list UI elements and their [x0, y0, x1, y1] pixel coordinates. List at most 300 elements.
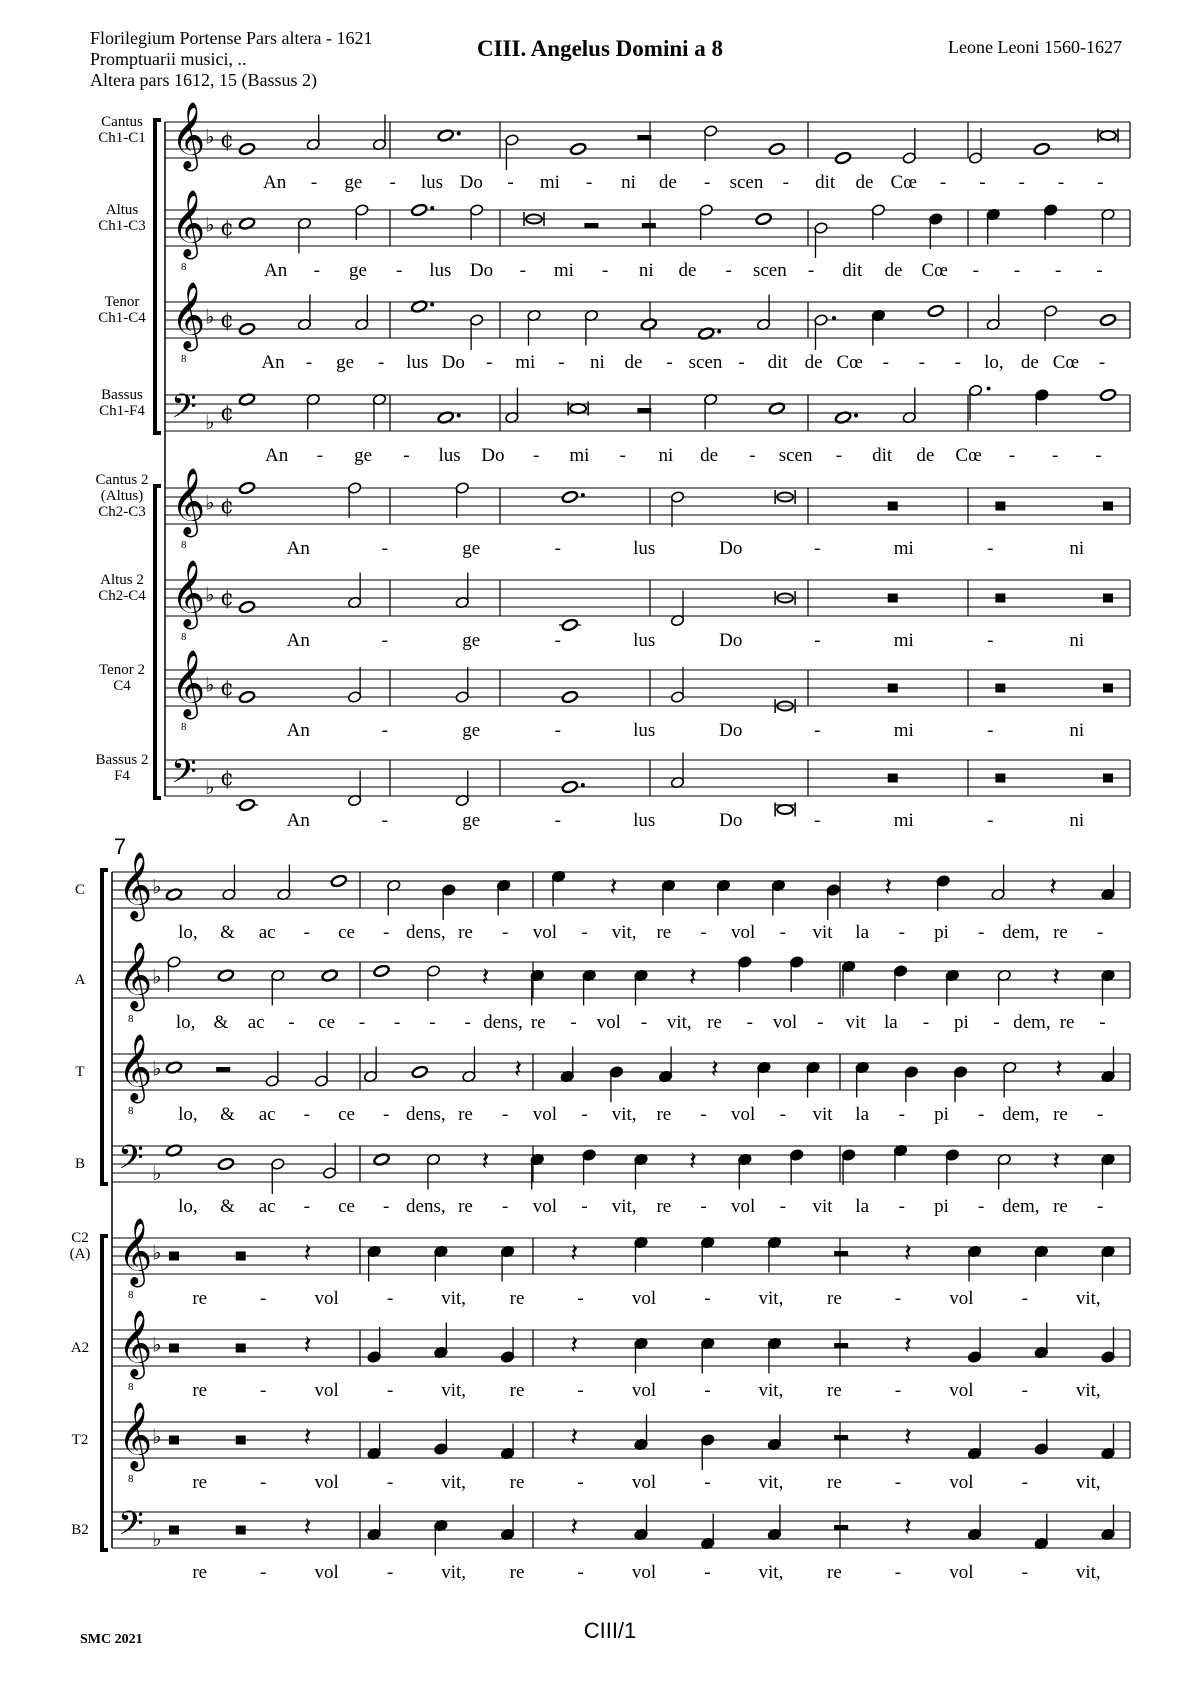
notehead — [1099, 388, 1116, 402]
bass-clef: 𝄢 — [118, 1138, 144, 1185]
lyric-syllable: vit, — [441, 1288, 467, 1309]
lyric-syllable: vit — [812, 922, 833, 943]
measure-number: 7 — [113, 834, 127, 859]
measure-rest — [236, 1436, 246, 1445]
treble-clef: 𝄞 — [118, 940, 153, 1009]
time-signature: ¢ — [220, 586, 234, 612]
lyric-syllable: - — [581, 1104, 588, 1125]
lyric-syllable: ge — [336, 352, 355, 373]
lyric-syllable: lus — [633, 810, 656, 831]
lyric-syllable: An — [286, 720, 310, 741]
lyric-syllable: vit, — [758, 1380, 784, 1401]
octave-mark: 8 — [181, 539, 187, 551]
lyric-syllable: - — [1013, 260, 1021, 281]
lyric-syllable: - — [1021, 1472, 1028, 1493]
lyric-syllable: - — [1098, 352, 1106, 373]
quarter-rest: 𝄽 — [481, 962, 490, 993]
lyric-syllable: - — [898, 1196, 905, 1217]
lyric-syllable: re — [509, 1288, 525, 1309]
lyric-syllable: ge — [462, 630, 481, 651]
lyric-syllable: pi — [953, 1012, 969, 1033]
lyric-syllable: - — [700, 1104, 707, 1125]
measure-rest — [1103, 502, 1113, 511]
notehead — [1033, 142, 1050, 156]
piece-title: CIII. Angelus Domini a 8 — [476, 36, 724, 61]
lyric-syllable: - — [640, 1012, 648, 1033]
quarter-rest: 𝄽 — [570, 1512, 579, 1543]
lyric-syllable: - — [746, 1012, 753, 1033]
voice-label-line: Ch1-C3 — [98, 218, 146, 234]
treble-clef: 𝄞 — [171, 100, 206, 169]
lyric-syllable: re — [530, 1012, 546, 1033]
lyric-syllable: - — [979, 172, 986, 193]
voice-label-line: Ch1-C1 — [98, 130, 146, 146]
lyric-syllable: vit, — [1075, 1562, 1101, 1583]
time-signature: ¢ — [220, 128, 234, 154]
lyric-syllable: lus — [633, 720, 656, 741]
lyric-syllable: - — [807, 260, 815, 281]
lyric-syllable: dens, — [483, 1012, 523, 1033]
lyric-syllable: - — [814, 630, 821, 651]
lyric-syllable: - — [577, 1380, 584, 1401]
lyric-syllable: - — [894, 1288, 902, 1309]
lyric-syllable: vit, — [611, 1104, 637, 1125]
lyric-syllable: - — [558, 352, 565, 373]
lyric-syllable: vit, — [611, 922, 637, 943]
flat-sign: ♭ — [152, 1240, 162, 1265]
augmentation-dot — [854, 414, 858, 418]
lyric-syllable: - — [704, 1288, 711, 1309]
voice-label-line: T2 — [71, 1432, 89, 1448]
lyric-syllable: - — [954, 352, 961, 373]
lyric-syllable: - — [918, 352, 925, 373]
lyric-syllable: vol — [731, 1196, 756, 1217]
voice-label-line: B — [74, 1156, 86, 1172]
voice-label — [98, 114, 146, 146]
measure-rest — [169, 1526, 179, 1535]
lyric-syllable: ac — [258, 922, 276, 943]
quarter-rest: 𝄽 — [570, 1330, 579, 1361]
voice-label — [99, 662, 145, 694]
treble-clef: 𝄞 — [171, 648, 206, 717]
lyric-syllable: ni — [1069, 810, 1085, 831]
lyric-syllable: de — [700, 445, 719, 466]
flat-sign: ♭ — [205, 304, 215, 329]
lyric-syllable: vol — [731, 922, 756, 943]
lyric-syllable: - — [835, 445, 843, 466]
notehead — [238, 142, 255, 156]
lyric-syllable: - — [581, 922, 588, 943]
lyric-syllable: - — [554, 538, 561, 559]
flat-sign: ♭ — [205, 775, 215, 800]
lyric-syllable: vit, — [441, 1472, 467, 1493]
flat-sign: ♭ — [152, 1056, 162, 1081]
lyric-syllable: - — [882, 352, 889, 373]
measure-rest — [169, 1436, 179, 1445]
treble-clef: 𝄞 — [118, 850, 153, 919]
lyric-syllable: ge — [462, 720, 481, 741]
lyric-syllable: de — [855, 172, 874, 193]
notehead — [238, 322, 255, 336]
lyric-syllable: - — [386, 1380, 394, 1401]
lyric-syllable: Do — [719, 720, 743, 741]
lyric-syllable: - — [749, 445, 756, 466]
lyric-syllable: - — [383, 1104, 390, 1125]
lyric-syllable: - — [1097, 172, 1104, 193]
notehead — [238, 600, 255, 614]
voice-label-line: B2 — [71, 1522, 89, 1538]
quarter-rest: 𝄽 — [903, 1238, 912, 1269]
lyric-syllable: vit, — [758, 1288, 784, 1309]
lyric-syllable: Cœ — [955, 445, 982, 466]
voice-label — [96, 752, 149, 784]
octave-mark: 8 — [128, 1013, 134, 1025]
lyric-syllable: - — [386, 1562, 394, 1583]
measure-rest — [888, 774, 898, 783]
half-rest — [834, 1525, 848, 1530]
lyric-syllable: mi — [893, 810, 914, 831]
octave-mark: 8 — [128, 1381, 134, 1393]
lyric-syllable: - — [1021, 1380, 1028, 1401]
lyric-syllable: pi — [934, 1196, 949, 1217]
lyric-syllable: dens, — [406, 1196, 446, 1217]
lyric-syllable: - — [894, 1562, 902, 1583]
lyric-syllable: - — [502, 922, 509, 943]
lyric-syllable: ac — [247, 1012, 265, 1033]
lyric-syllable: Do — [719, 538, 743, 559]
lyric-syllable: - — [554, 630, 561, 651]
flat-sign: ♭ — [205, 582, 215, 607]
quarter-rest: 𝄽 — [884, 872, 893, 903]
lyric-syllable: la — [855, 1104, 870, 1125]
lyric-syllable: re — [656, 922, 672, 943]
staff-bracket — [155, 486, 161, 798]
lyric-syllable: Do — [469, 260, 494, 281]
lyric-syllable: ge — [349, 260, 367, 281]
lyric-syllable: - — [1018, 172, 1025, 193]
flat-sign: ♭ — [205, 410, 215, 435]
lyric-syllable: Do — [719, 810, 743, 831]
half-rest — [637, 135, 651, 140]
quarter-rest: 𝄽 — [1049, 872, 1058, 903]
lyric-syllable: - — [377, 352, 385, 373]
breve — [1100, 131, 1116, 140]
quarter-rest: 𝄽 — [609, 872, 618, 903]
flat-sign: ♭ — [152, 874, 162, 899]
quarter-rest: 𝄽 — [514, 1054, 523, 1085]
lyric-syllable: pi — [934, 1104, 949, 1125]
lyric-syllable: re — [192, 1562, 208, 1583]
lyric-syllable: - — [939, 172, 947, 193]
lyric-syllable: - — [586, 172, 593, 193]
lyric-syllable: re — [509, 1380, 525, 1401]
quarter-rest: 𝄽 — [903, 1512, 912, 1543]
treble-clef: 𝄞 — [118, 1308, 153, 1377]
voice-label — [72, 1432, 89, 1448]
lyric-syllable: - — [922, 1012, 930, 1033]
lyric-syllable: ge — [462, 810, 481, 831]
lyric-syllable: pi — [934, 922, 949, 943]
notehead — [217, 1157, 234, 1171]
lyric-syllable: - — [383, 1196, 390, 1217]
time-signature: ¢ — [220, 676, 234, 702]
measure-rest — [236, 1526, 246, 1535]
voice-label — [98, 572, 146, 604]
lyric-syllable: lus — [420, 172, 444, 193]
voice-label — [99, 387, 145, 419]
lyric-syllable: An — [263, 260, 288, 281]
lyric-syllable: - — [987, 810, 994, 831]
voice-label — [98, 294, 146, 326]
lyric-syllable: & — [220, 922, 235, 943]
lyric-syllable: & — [213, 1012, 229, 1033]
lyric-syllable: dem, — [1002, 922, 1040, 943]
breve — [777, 805, 793, 814]
voice-label-line: Cantus 2 — [95, 472, 149, 488]
lyric-syllable: - — [502, 1196, 509, 1217]
footer-credit: SMC 2021 — [80, 1632, 143, 1647]
lyric-syllable: ce — [338, 1196, 355, 1217]
lyric-syllable: - — [1008, 445, 1016, 466]
lyric-syllable: - — [1021, 1562, 1028, 1583]
lyric-syllable: - — [554, 720, 561, 741]
lyric-syllable: re — [1053, 1104, 1068, 1125]
lyric-syllable: re — [1053, 922, 1068, 943]
notehead — [561, 490, 578, 504]
lyric-syllable: - — [700, 922, 707, 943]
lyric-syllable: lo, — [984, 352, 1004, 373]
lyric-syllable: re — [707, 1012, 722, 1033]
voice-label-line: Tenor — [104, 294, 140, 310]
lyric-syllable: ac — [258, 1196, 276, 1217]
octave-mark: 8 — [181, 721, 187, 733]
lyric-syllable: - — [464, 1012, 471, 1033]
augmentation-dot — [430, 303, 434, 307]
lyric-syllable: la — [855, 1196, 870, 1217]
bass-clef: 𝄢 — [171, 387, 197, 434]
lyric-syllable: re — [1059, 1012, 1075, 1033]
lyric-syllable: ge — [354, 445, 373, 466]
lyric-syllable: Cœ — [890, 172, 917, 193]
notehead — [373, 964, 390, 978]
voice-label — [75, 882, 85, 898]
lyric-syllable: - — [619, 445, 626, 466]
lyric-syllable: - — [502, 1104, 509, 1125]
notehead — [927, 304, 944, 318]
source-line: Promptuarii musici, .. — [90, 49, 247, 69]
lyric-syllable: - — [814, 720, 821, 741]
lyric-syllable: vit, — [441, 1562, 467, 1583]
treble-clef: 𝄞 — [118, 1216, 153, 1285]
voice-label — [70, 1230, 91, 1262]
lyric-syllable: - — [570, 1012, 577, 1033]
flat-sign: ♭ — [205, 672, 215, 697]
time-signature: ¢ — [220, 766, 234, 792]
lyric-syllable: dit — [842, 260, 863, 281]
lyric-syllable: - — [260, 1288, 267, 1309]
voice-label-line: Ch2-C4 — [98, 588, 146, 604]
voice-label-line: F4 — [114, 768, 130, 784]
half-rest — [216, 1067, 230, 1072]
lyric-syllable: la — [855, 922, 870, 943]
lyric-syllable: re — [458, 1196, 473, 1217]
voice-label — [71, 1340, 89, 1356]
treble-clef: 𝄞 — [118, 1032, 153, 1101]
quarter-rest: 𝄽 — [303, 1422, 312, 1453]
lyric-syllable: - — [403, 445, 410, 466]
lyric-syllable: vol — [532, 922, 557, 943]
lyric-syllable: re — [656, 1104, 672, 1125]
lyric-syllable: vit, — [666, 1012, 692, 1033]
voice-label — [75, 972, 86, 988]
lyric-syllable: - — [814, 810, 821, 831]
bass-clef: 𝄢 — [171, 752, 197, 799]
time-signature: ¢ — [220, 216, 234, 242]
lyric-syllable: vit, — [1075, 1380, 1101, 1401]
time-signature: ¢ — [220, 494, 234, 520]
measure-rest — [169, 1344, 179, 1353]
lyric-syllable: - — [554, 810, 561, 831]
lyric-syllable: vit — [845, 1012, 866, 1033]
lyric-syllable: vit, — [611, 1196, 637, 1217]
octave-mark: 8 — [128, 1473, 134, 1485]
lyric-syllable: - — [972, 260, 979, 281]
lyric-syllable: An — [263, 172, 287, 193]
lyric-syllable: ni — [1069, 538, 1085, 559]
lyric-syllable: vol — [731, 1104, 756, 1125]
augmentation-dot — [457, 414, 461, 418]
lyric-syllable: lus — [429, 260, 452, 281]
lyric-syllable: dem, — [1013, 1012, 1051, 1033]
quarter-rest: 𝄽 — [1052, 962, 1061, 993]
voice-label-line: (A) — [69, 1246, 91, 1262]
lyric-syllable: - — [1096, 260, 1103, 281]
lyric-syllable: - — [779, 922, 786, 943]
voice-label-line: A2 — [70, 1340, 90, 1356]
lyric-syllable: vit — [812, 1104, 833, 1125]
lyric-syllable: lus — [438, 445, 461, 466]
lyric-syllable: - — [577, 1288, 584, 1309]
lyric-syllable: lo, — [178, 922, 198, 943]
lyric-syllable: ni — [638, 260, 654, 281]
measure-rest — [888, 594, 898, 603]
lyric-syllable: vol — [532, 1196, 557, 1217]
lyric-syllable: lus — [406, 352, 429, 373]
lyric-syllable: re — [192, 1380, 208, 1401]
notehead — [330, 874, 347, 888]
lyric-syllable: dem, — [1002, 1104, 1040, 1125]
measure-rest — [1103, 684, 1113, 693]
quarter-rest: 𝄽 — [688, 962, 697, 993]
lyric-syllable: vol — [631, 1380, 657, 1401]
lyric-syllable: - — [700, 1196, 707, 1217]
breve — [570, 404, 586, 413]
lyric-syllable: - — [1099, 1012, 1106, 1033]
lyric-syllable: vol — [314, 1562, 339, 1583]
lyric-syllable: lo, — [178, 1196, 198, 1217]
lyric-syllable: - — [817, 1012, 824, 1033]
lyric-syllable: - — [704, 1472, 711, 1493]
lyric-syllable: - — [581, 1196, 588, 1217]
lyric-syllable: vit, — [1075, 1288, 1101, 1309]
lyric-syllable: re — [509, 1472, 525, 1493]
voice-label-line: Ch1-F4 — [99, 403, 145, 419]
lyric-syllable: vol — [314, 1288, 339, 1309]
lyric-syllable: - — [666, 352, 673, 373]
lyric-syllable: - — [1051, 445, 1059, 466]
lyric-syllable: - — [303, 1104, 310, 1125]
voice-label-line: Ch2-C3 — [98, 504, 146, 520]
lyric-syllable: vit — [812, 1196, 833, 1217]
lyric-syllable: ni — [658, 445, 674, 466]
quarter-rest: 𝄽 — [1052, 1146, 1061, 1177]
quarter-rest: 𝄽 — [903, 1422, 912, 1453]
voice-label-line: Altus — [105, 202, 139, 218]
lyric-syllable: - — [316, 445, 324, 466]
lyric-syllable: - — [993, 1012, 1000, 1033]
time-signature: ¢ — [220, 308, 234, 334]
lyric-syllable: - — [519, 260, 526, 281]
lyric-syllable: ce — [338, 922, 355, 943]
lyric-syllable: - — [703, 172, 711, 193]
lyric-syllable: dit — [872, 445, 893, 466]
lyric-syllable: - — [260, 1472, 267, 1493]
lyric-syllable: vol — [631, 1472, 657, 1493]
measure-rest — [888, 684, 898, 693]
lyric-syllable: - — [1097, 1196, 1104, 1217]
flat-sign: ♭ — [205, 124, 215, 149]
lyric-syllable: de — [678, 260, 697, 281]
voice-label — [98, 202, 146, 234]
lyric-syllable: - — [303, 922, 310, 943]
lyric-syllable: - — [288, 1012, 295, 1033]
lyric-syllable: de — [884, 260, 903, 281]
lyric-syllable: - — [305, 352, 313, 373]
lyric-syllable: - — [386, 1288, 394, 1309]
lyric-syllable: An — [265, 445, 289, 466]
staff-bracket — [102, 870, 108, 1184]
lyric-syllable: - — [260, 1380, 267, 1401]
lyric-syllable: - — [577, 1562, 584, 1583]
lyric-syllable: vol — [596, 1012, 621, 1033]
lyric-syllable: vit, — [758, 1562, 784, 1583]
augmentation-dot — [987, 387, 991, 391]
voice-label-line: Ch1-C4 — [98, 310, 146, 326]
lyric-syllable: dit — [767, 352, 788, 373]
lyric-syllable: - — [978, 1104, 985, 1125]
lyric-syllable: - — [1097, 1104, 1104, 1125]
voice-label-line: Bassus 2 — [95, 752, 149, 768]
lyric-syllable: - — [429, 1012, 436, 1033]
lyric-syllable: - — [486, 352, 493, 373]
octave-mark: 8 — [181, 631, 187, 643]
lyric-syllable: mi — [893, 720, 914, 741]
lyric-syllable: - — [725, 260, 732, 281]
treble-clef: 𝄞 — [171, 466, 206, 535]
lyric-syllable: de — [804, 352, 823, 373]
source-line: Altera pars 1612, 15 (Bassus 2) — [90, 70, 317, 90]
lyric-syllable: - — [577, 1472, 584, 1493]
lyric-syllable: vol — [949, 1288, 974, 1309]
lyric-syllable: mi — [553, 260, 574, 281]
source-line: Florilegium Portense Pars altera - 1621 — [90, 28, 373, 48]
voice-label — [75, 1156, 85, 1172]
page-number: CIII/1 — [583, 1618, 637, 1643]
lyric-syllable: - — [381, 630, 388, 651]
lyric-syllable: vol — [631, 1562, 657, 1583]
lyric-syllable: re — [827, 1288, 842, 1309]
lyric-syllable: vol — [949, 1380, 974, 1401]
